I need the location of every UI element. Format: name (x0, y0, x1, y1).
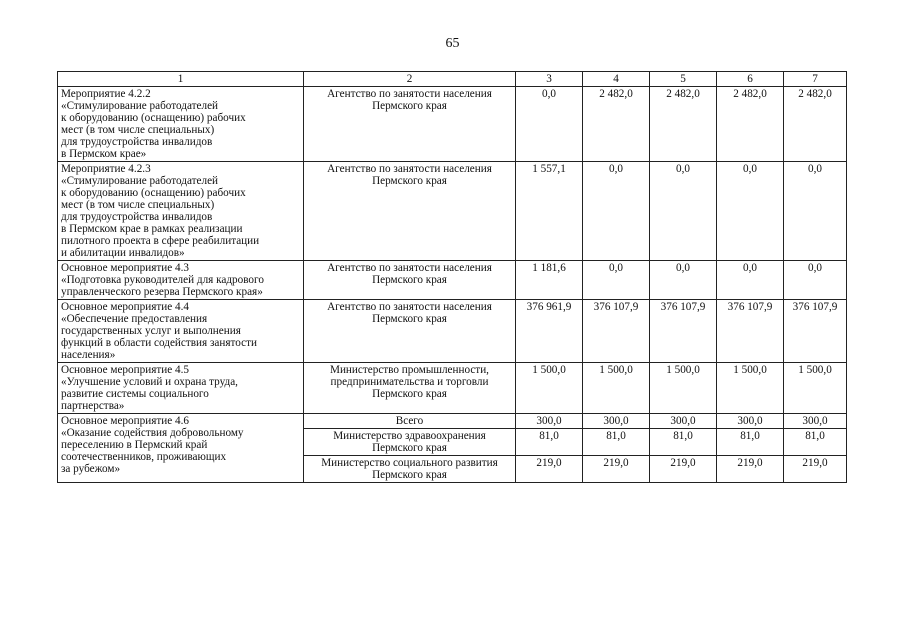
activity-name-cell (58, 300, 304, 363)
activity-name-cell (58, 162, 304, 261)
amount-cell: 219,0 (784, 456, 847, 483)
amount-cell: 300,0 (784, 414, 847, 429)
amount-cell: 219,0 (516, 456, 583, 483)
amount-cell: 0,0 (784, 162, 847, 261)
column-header: 6 (717, 72, 784, 87)
column-header: 7 (784, 72, 847, 87)
amount-cell: 300,0 (583, 414, 650, 429)
activity-name-line: Основное мероприятие 4.6 (61, 415, 189, 427)
amount-cell: 1 500,0 (583, 363, 650, 414)
activity-name-line: в Пермском крае» (61, 148, 147, 160)
column-number-row (58, 72, 847, 87)
table-body (58, 72, 847, 483)
table-row (58, 363, 847, 414)
activity-name-line: государственных услуг и выполнения (61, 325, 241, 337)
amount-cell: 1 500,0 (784, 363, 847, 414)
table-row (58, 87, 847, 162)
amount-cell: 219,0 (717, 456, 784, 483)
amount-cell: 2 482,0 (583, 87, 650, 162)
activity-name-line: населения» (61, 349, 116, 361)
table-row (58, 261, 847, 300)
column-header: 5 (650, 72, 717, 87)
amount-cell: 0,0 (650, 261, 717, 300)
activity-name-cell (58, 363, 304, 414)
amount-cell: 81,0 (650, 429, 717, 456)
table-row (58, 162, 847, 261)
table-row (58, 414, 847, 429)
table-row (58, 300, 847, 363)
column-header: 4 (583, 72, 650, 87)
activity-name-line: Мероприятие 4.2.2 (61, 88, 151, 100)
activity-name-line: «Оказание содействия добровольному (61, 427, 244, 439)
amount-cell: 0,0 (516, 87, 583, 162)
executor-cell: Агентство по занятости населения Пермского края (304, 87, 516, 162)
amount-cell: 1 181,6 (516, 261, 583, 300)
amount-cell: 1 500,0 (516, 363, 583, 414)
activity-name-line: «Обеспечение предоставления (61, 313, 208, 325)
activity-name-cell (58, 261, 304, 300)
activity-name-line: пилотного проекта в сфере реабилитации (61, 235, 260, 247)
amount-cell: 300,0 (516, 414, 583, 429)
amount-cell: 376 107,9 (784, 300, 847, 363)
activity-name-line: партнерства» (61, 400, 125, 412)
activity-name-line: переселению в Пермский край (61, 439, 208, 451)
activity-name-line: «Стимулирование работодателей (61, 100, 219, 112)
activity-name-line: мест (в том числе специальных) (61, 124, 215, 136)
amount-cell: 2 482,0 (650, 87, 717, 162)
executor-cell: Министерство здравоохранения Пермского края (304, 429, 516, 456)
amount-cell: 376 961,9 (516, 300, 583, 363)
executor-cell: Всего (304, 414, 516, 429)
activity-name-line: в Пермском крае в рамках реализации (61, 223, 243, 235)
amount-cell: 376 107,9 (650, 300, 717, 363)
activity-name-line: к оборудованию (оснащению) рабочих (61, 187, 246, 199)
activity-name-line: мест (в том числе специальных) (61, 199, 215, 211)
amount-cell: 2 482,0 (784, 87, 847, 162)
executor-cell: Министерство социального развития Пермского края (304, 456, 516, 483)
activity-name-line: «Подготовка руководителей для кадрового (61, 274, 264, 286)
activity-name-line: «Стимулирование работодателей (61, 175, 219, 187)
executor-cell: Агентство по занятости населения Пермского края (304, 261, 516, 300)
budget-table (57, 71, 847, 483)
amount-cell: 0,0 (583, 162, 650, 261)
activity-name-line: для трудоустройства инвалидов (61, 211, 213, 223)
amount-cell: 0,0 (650, 162, 717, 261)
amount-cell: 0,0 (717, 261, 784, 300)
amount-cell: 1 557,1 (516, 162, 583, 261)
activity-name-line: «Улучшение условий и охрана труда, (61, 376, 238, 388)
page-number: 65 (445, 36, 460, 51)
activity-name-line: за рубежом» (61, 463, 121, 475)
amount-cell: 0,0 (583, 261, 650, 300)
amount-cell: 300,0 (717, 414, 784, 429)
activity-name-line: Мероприятие 4.2.3 (61, 163, 151, 175)
amount-cell: 1 500,0 (650, 363, 717, 414)
amount-cell: 1 500,0 (717, 363, 784, 414)
amount-cell: 0,0 (717, 162, 784, 261)
activity-name-line: к оборудованию (оснащению) рабочих (61, 112, 246, 124)
column-header: 1 (58, 72, 304, 87)
activity-name-line: соотечественников, проживающих (61, 451, 227, 463)
amount-cell: 376 107,9 (583, 300, 650, 363)
activity-name-line: для трудоустройства инвалидов (61, 136, 213, 148)
activity-name-line: управленческого резерва Пермского края» (61, 286, 263, 298)
amount-cell: 219,0 (583, 456, 650, 483)
column-header: 2 (304, 72, 516, 87)
amount-cell: 300,0 (650, 414, 717, 429)
amount-cell: 376 107,9 (717, 300, 784, 363)
activity-name-line: Основное мероприятие 4.4 (61, 301, 189, 313)
amount-cell: 2 482,0 (717, 87, 784, 162)
amount-cell: 81,0 (784, 429, 847, 456)
executor-cell: Агентство по занятости населения Пермского края (304, 162, 516, 261)
column-header: 3 (516, 72, 583, 87)
activity-name-cell (58, 414, 304, 483)
amount-cell: 81,0 (717, 429, 784, 456)
amount-cell: 219,0 (650, 456, 717, 483)
amount-cell: 81,0 (583, 429, 650, 456)
activity-name-line: и абилитации инвалидов» (61, 247, 185, 259)
executor-cell: Министерство промышленности, предпринимательства и торговли Пермского края (304, 363, 516, 414)
executor-cell: Агентство по занятости населения Пермского края (304, 300, 516, 363)
activity-name-cell (58, 87, 304, 162)
activity-name-line: развитие системы социального (61, 388, 209, 400)
activity-name-line: Основное мероприятие 4.5 (61, 364, 189, 376)
activity-name-line: Основное мероприятие 4.3 (61, 262, 189, 274)
amount-cell: 0,0 (784, 261, 847, 300)
activity-name-line: функций в области содействия занятости (61, 337, 257, 349)
amount-cell: 81,0 (516, 429, 583, 456)
